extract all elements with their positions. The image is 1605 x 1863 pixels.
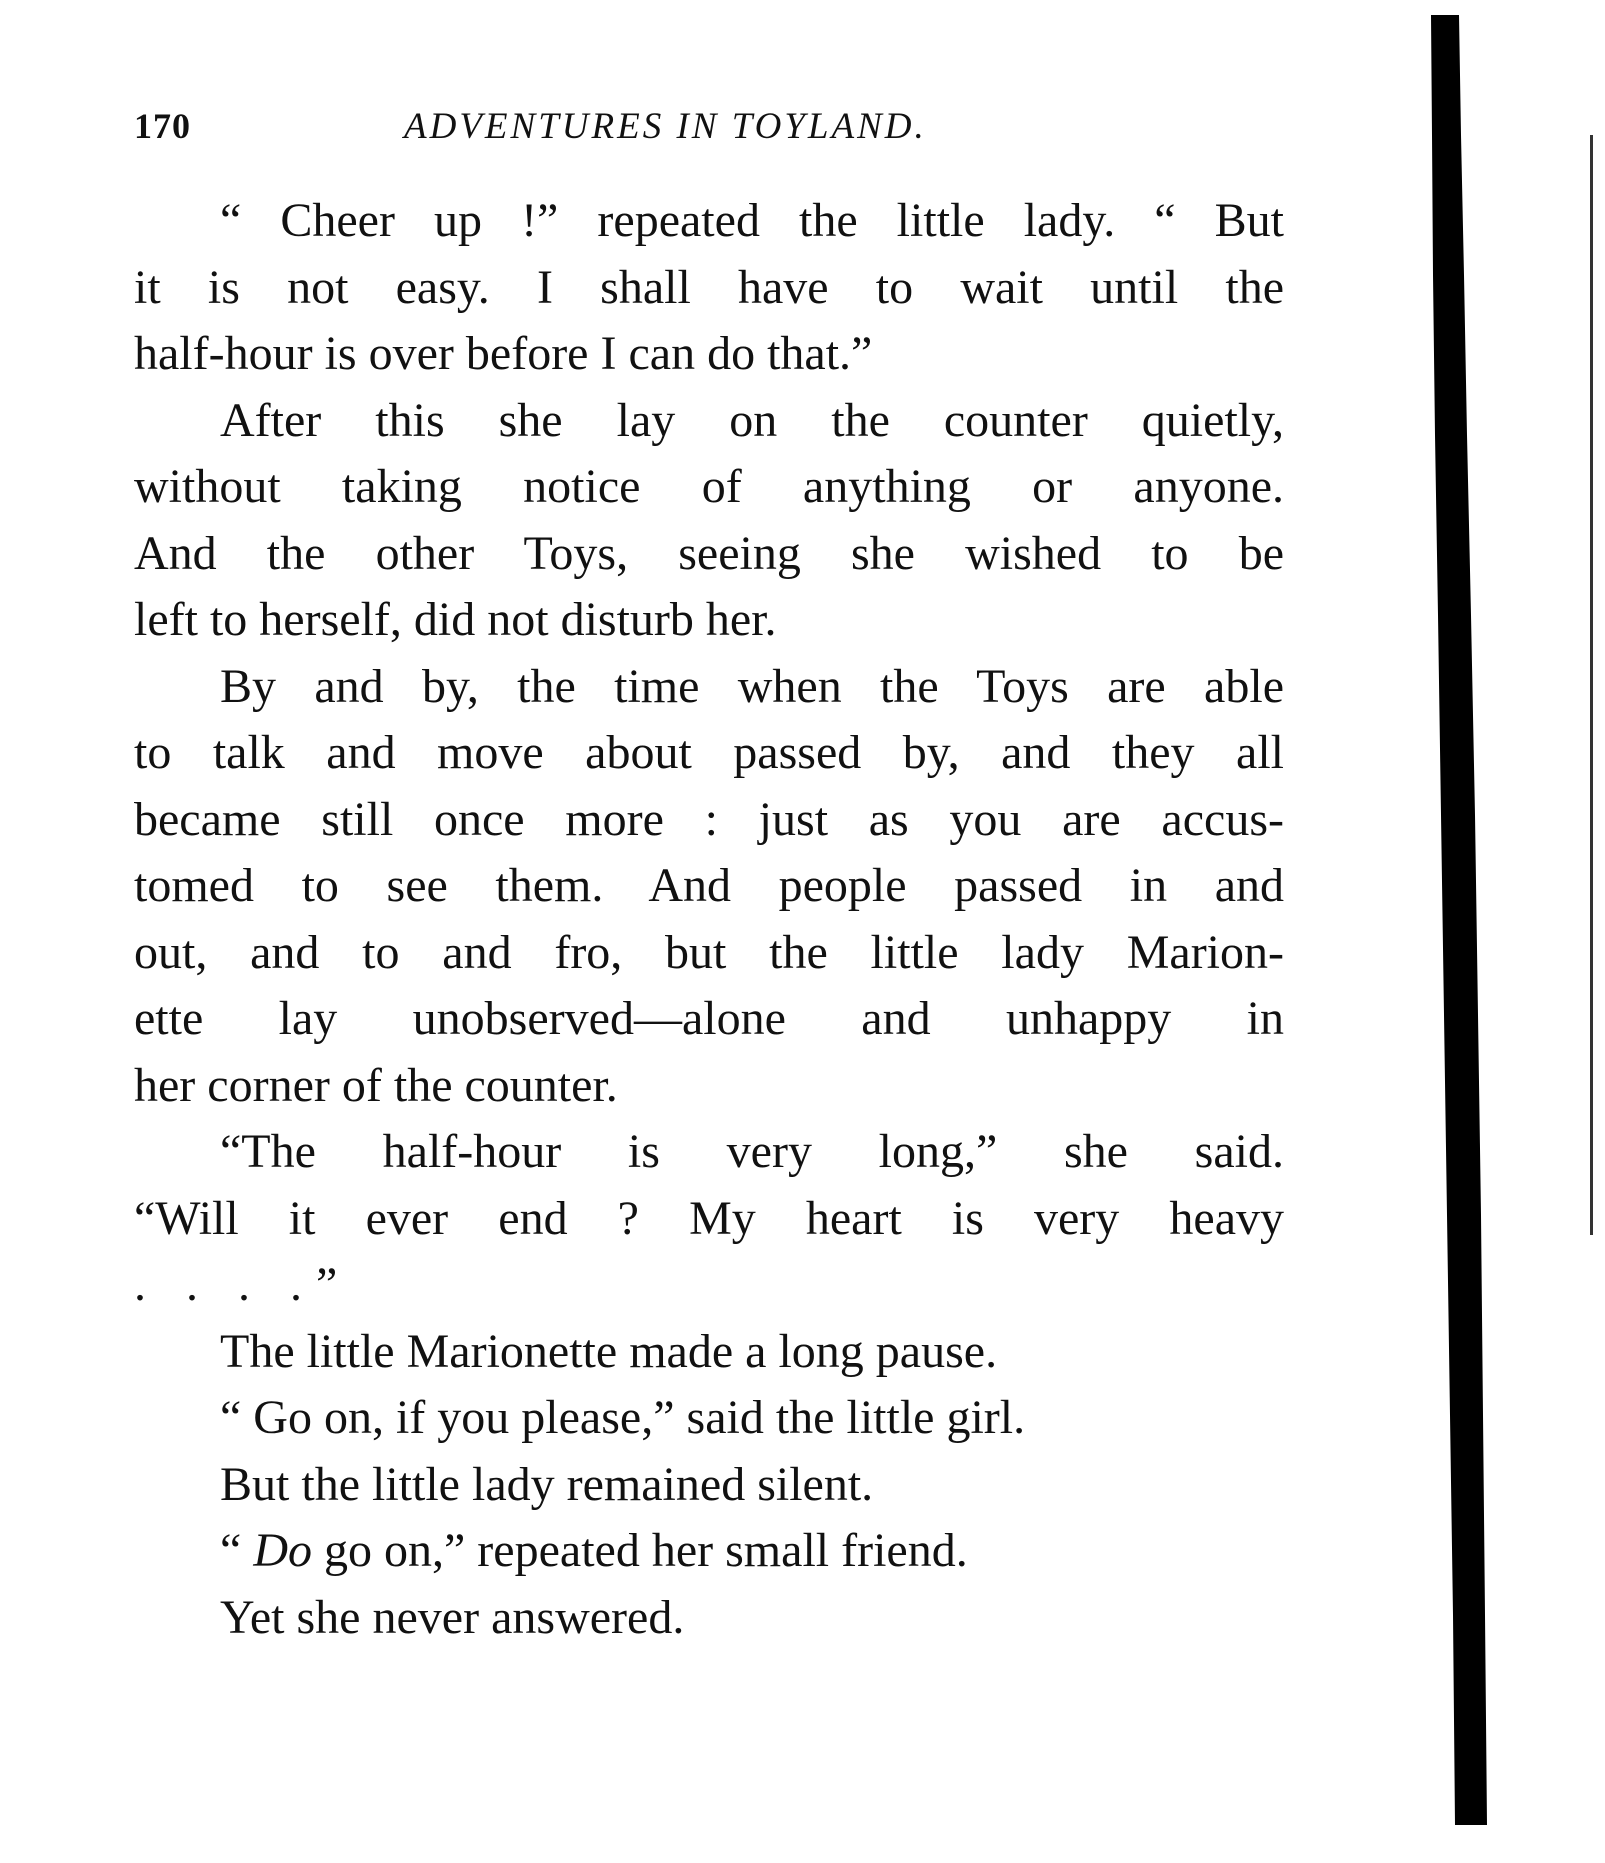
italic-word: Do xyxy=(253,1524,312,1577)
text-line: her corner of the counter. xyxy=(134,1058,618,1112)
text-line: But the little lady remained silent. xyxy=(220,1457,874,1511)
page-number: 170 xyxy=(134,106,191,146)
binding-shadow-shape xyxy=(1431,15,1491,1825)
text-line: “ Cheer up !” repeated the little lady. “ But xyxy=(220,194,1284,247)
page-header xyxy=(134,105,1284,155)
text-line-rest: go on,” repeated her small friend. xyxy=(323,1524,968,1577)
text-line: The little Marionette made a long pause. xyxy=(220,1324,998,1378)
text-line: it is not easy. I shall have to wait until the xyxy=(134,260,1284,314)
text-line: tomed to see them. And people passed in and xyxy=(134,859,1284,912)
text-line: to talk and move about passed by, and they all xyxy=(134,726,1284,779)
text-line-do-go-on xyxy=(134,1518,1284,1585)
text-line: without taking notice of anything or anyone. xyxy=(134,460,1284,513)
text-line: “ Go on, if you please,” said the little girl. xyxy=(220,1391,1026,1444)
text-line: became still once more : just as you are accus- xyxy=(134,792,1284,846)
text-line: Yet she never answered. xyxy=(220,1590,685,1644)
text-line: “The half-hour is very long,” she said. xyxy=(220,1125,1284,1178)
text-line: half-hour is over before I can do that.” xyxy=(134,327,873,380)
text-line: ette lay unobserved—alone and unhappy in xyxy=(134,992,1284,1045)
running-title: ADVENTURES IN TOYLAND. xyxy=(404,106,927,147)
text-line: And the other Toys, seeing she wished to be xyxy=(134,526,1284,580)
body-text xyxy=(134,188,1284,1651)
text-line: . . . .” xyxy=(134,1258,352,1311)
text-line: “Will it ever end ? My heart is very heavy xyxy=(134,1191,1284,1245)
text-line: After this she lay on the counter quietly, xyxy=(220,393,1284,447)
open-quote: “ xyxy=(220,1524,254,1577)
text-line: left to herself, did not disturb her. xyxy=(134,593,777,646)
text-line: out, and to and fro, but the little lady Marion- xyxy=(134,925,1284,979)
text-line: By and by, the time when the Toys are able xyxy=(220,659,1284,713)
page-edge-line xyxy=(1590,135,1593,1235)
